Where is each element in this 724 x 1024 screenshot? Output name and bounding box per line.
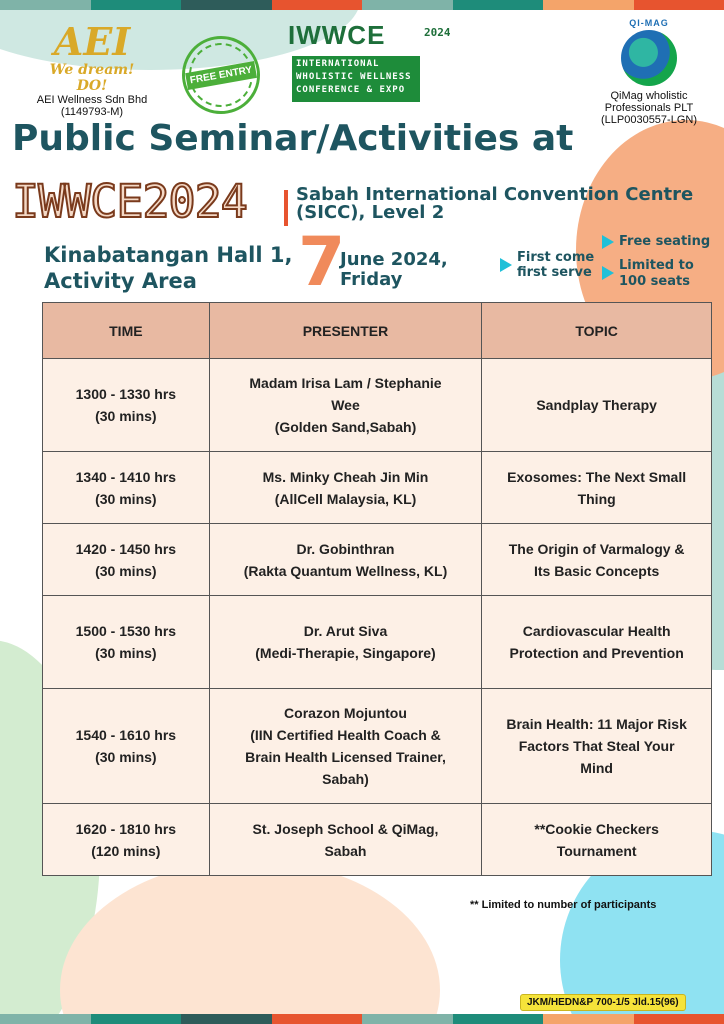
cell-line: 1540 - 1610 hrs [75, 727, 177, 743]
cell-line: Thing [577, 490, 616, 507]
cell-line: Factors That Steal Your [518, 738, 675, 754]
cell-line: (IIN Certified Health Coach & [250, 727, 441, 743]
stripe-segment [453, 1014, 544, 1024]
cell-line: 1620 - 1810 hrs [75, 820, 177, 837]
table-row [43, 596, 712, 689]
top-stripe-bar [0, 0, 724, 10]
aei-logo [34, 19, 150, 118]
stamp-label: FREE ENTRY [185, 60, 258, 89]
topic-cell [482, 524, 712, 596]
time-cell [43, 524, 210, 596]
hall-line2: Activity Area [44, 269, 197, 293]
venue-line1: Sabah International Convention Centre [296, 184, 694, 205]
venue-line2: (SICC), Level 2 [296, 202, 445, 223]
stripe-segment [543, 1014, 634, 1024]
cell-line: (Rakta Quantum Wellness, KL) [243, 562, 448, 579]
stripe-segment [91, 0, 182, 10]
cell-line: (30 mins) [95, 408, 157, 424]
cell-line: Wee [331, 397, 360, 413]
iwwce-logo-word: IWWCE [288, 20, 386, 50]
topic-cell [482, 804, 712, 876]
topic-cell [482, 596, 712, 689]
iwwce-logo [288, 20, 451, 102]
cell-line: (Golden Sand,Sabah) [274, 419, 417, 435]
aei-logo-tagline: We dream! DO! [49, 62, 135, 94]
stripe-segment [453, 0, 544, 10]
cell-line: Mind [580, 760, 613, 776]
cell-line: 1300 - 1330 hrs [75, 386, 177, 402]
presenter-cell [209, 804, 482, 876]
stripe-segment [181, 0, 272, 10]
cell-line: Madam Irisa Lam / Stephanie [249, 375, 442, 391]
qimag-company-line2: Professionals PLT [604, 102, 694, 114]
cell-line: St. Joseph School & QiMag, [252, 820, 439, 837]
note-limited-line1: Limited to [619, 258, 694, 273]
iwwce-logo-band: INTERNATIONAL WHOLISTIC WELLNESS CONFERENCE & EXPO [292, 56, 420, 102]
stripe-segment [272, 0, 363, 10]
cell-line: Sabah [324, 842, 367, 859]
fcfs-line1: First come [517, 250, 595, 265]
qimag-logo-icon [621, 30, 677, 86]
cell-line: Its Basic Concepts [534, 562, 660, 579]
footnote: ** Limited to number of participants [470, 899, 657, 911]
table-row [43, 452, 712, 524]
stripe-segment [634, 0, 724, 10]
cell-line: (AllCell Malaysia, KL) [274, 490, 417, 507]
presenter-cell [209, 689, 482, 804]
topic-cell [482, 452, 712, 524]
cell-line: Tournament [556, 842, 637, 859]
schedule-table [42, 302, 712, 876]
presenter-cell [209, 596, 482, 689]
cell-line: Dr. Gobinthran [296, 540, 395, 557]
table-row [43, 804, 712, 876]
stripe-segment [0, 1014, 91, 1024]
cell-line: Sabah) [322, 771, 369, 787]
presenter-cell [209, 524, 482, 596]
time-cell [43, 359, 210, 452]
event-day: 7 [298, 223, 346, 302]
venue [296, 186, 693, 222]
qimag-logo [584, 18, 714, 126]
stripe-segment [362, 0, 453, 10]
stripe-segment [272, 1014, 363, 1024]
first-come-note [500, 250, 594, 280]
cell-line: (30 mins) [95, 645, 157, 661]
stripe-segment [0, 0, 91, 10]
cell-line: Exosomes: The Next Small [507, 468, 687, 485]
cell-line: The Origin of Varmalogy & [508, 540, 685, 557]
play-arrow-icon [602, 235, 614, 249]
time-cell [43, 596, 210, 689]
stripe-segment [181, 1014, 272, 1024]
column-header-time: TIME [43, 303, 210, 359]
bottom-stripe-bar [0, 1014, 724, 1024]
cell-line: 1420 - 1450 hrs [75, 540, 177, 557]
table-header-row [43, 303, 712, 359]
cell-line: Corazon Mojuntou [284, 705, 407, 721]
qimag-logo-title: QI-MAG [629, 18, 669, 28]
note-free-seating-text: Free seating [619, 234, 711, 249]
play-arrow-icon [602, 266, 614, 280]
event-name: IWWCE2024 [12, 175, 247, 228]
date-line1: June 2024, [340, 249, 448, 270]
hall-line1: Kinabatangan Hall 1, [44, 243, 293, 267]
time-cell [43, 689, 210, 804]
table-row [43, 689, 712, 804]
cell-line: Ms. Minky Cheah Jin Min [262, 468, 429, 485]
stripe-segment [634, 1014, 724, 1024]
cell-line: Sandplay Therapy [536, 397, 657, 413]
iwwce-logo-year: 2024 [424, 26, 451, 39]
table-row [43, 359, 712, 452]
cell-line: Cardiovascular Health [522, 623, 671, 639]
stamp-ring [184, 38, 258, 112]
cell-line: Dr. Arut Siva [303, 623, 388, 639]
stripe-segment [91, 1014, 182, 1024]
fcfs-line2: first serve [517, 265, 592, 280]
note-limited-line2: 100 seats [619, 274, 690, 289]
cell-line: 1340 - 1410 hrs [75, 468, 177, 485]
aei-logo-mark: AEI [53, 19, 131, 64]
note-free-seating [602, 234, 710, 250]
cell-line: (30 mins) [95, 562, 157, 579]
time-cell [43, 452, 210, 524]
cell-line: (120 mins) [91, 842, 161, 859]
cell-line: Brain Health Licensed Trainer, [245, 749, 446, 765]
aei-company-name: AEI Wellness Sdn Bhd [36, 94, 148, 106]
seating-notes [602, 234, 710, 298]
decor-peach-shape [60, 860, 440, 1024]
qimag-company-line1: QiMag wholistic [610, 90, 688, 102]
hall [44, 242, 292, 294]
aei-registration: (1149793-M) [60, 106, 124, 118]
presenter-cell [209, 359, 482, 452]
play-arrow-icon [500, 258, 512, 272]
permit-reference: JKM/HEDN&P 700-1/5 Jld.15(96) [520, 994, 686, 1011]
column-header-presenter: PRESENTER [209, 303, 482, 359]
cell-line: **Cookie Checkers [534, 820, 659, 837]
cell-line: 1500 - 1530 hrs [75, 623, 177, 639]
cell-line: (30 mins) [95, 490, 157, 507]
stripe-segment [362, 1014, 453, 1024]
topic-cell [482, 359, 712, 452]
note-limited-seats [602, 258, 710, 290]
time-cell [43, 804, 210, 876]
cell-line: Protection and Prevention [509, 645, 684, 661]
topic-cell [482, 689, 712, 804]
presenter-cell [209, 452, 482, 524]
event-date [340, 250, 448, 290]
column-header-topic: TOPIC [482, 303, 712, 359]
date-line2: Friday [340, 269, 403, 290]
venue-divider [284, 190, 288, 226]
stripe-segment [543, 0, 634, 10]
cell-line: (30 mins) [95, 749, 157, 765]
page-title: Public Seminar/Activities at [12, 118, 574, 159]
table-row [43, 524, 712, 596]
qimag-registration: (LLP0030557-LGN) [600, 114, 697, 126]
cell-line: Brain Health: 11 Major Risk [506, 716, 687, 732]
cell-line: (Medi-Therapie, Singapore) [255, 645, 436, 661]
